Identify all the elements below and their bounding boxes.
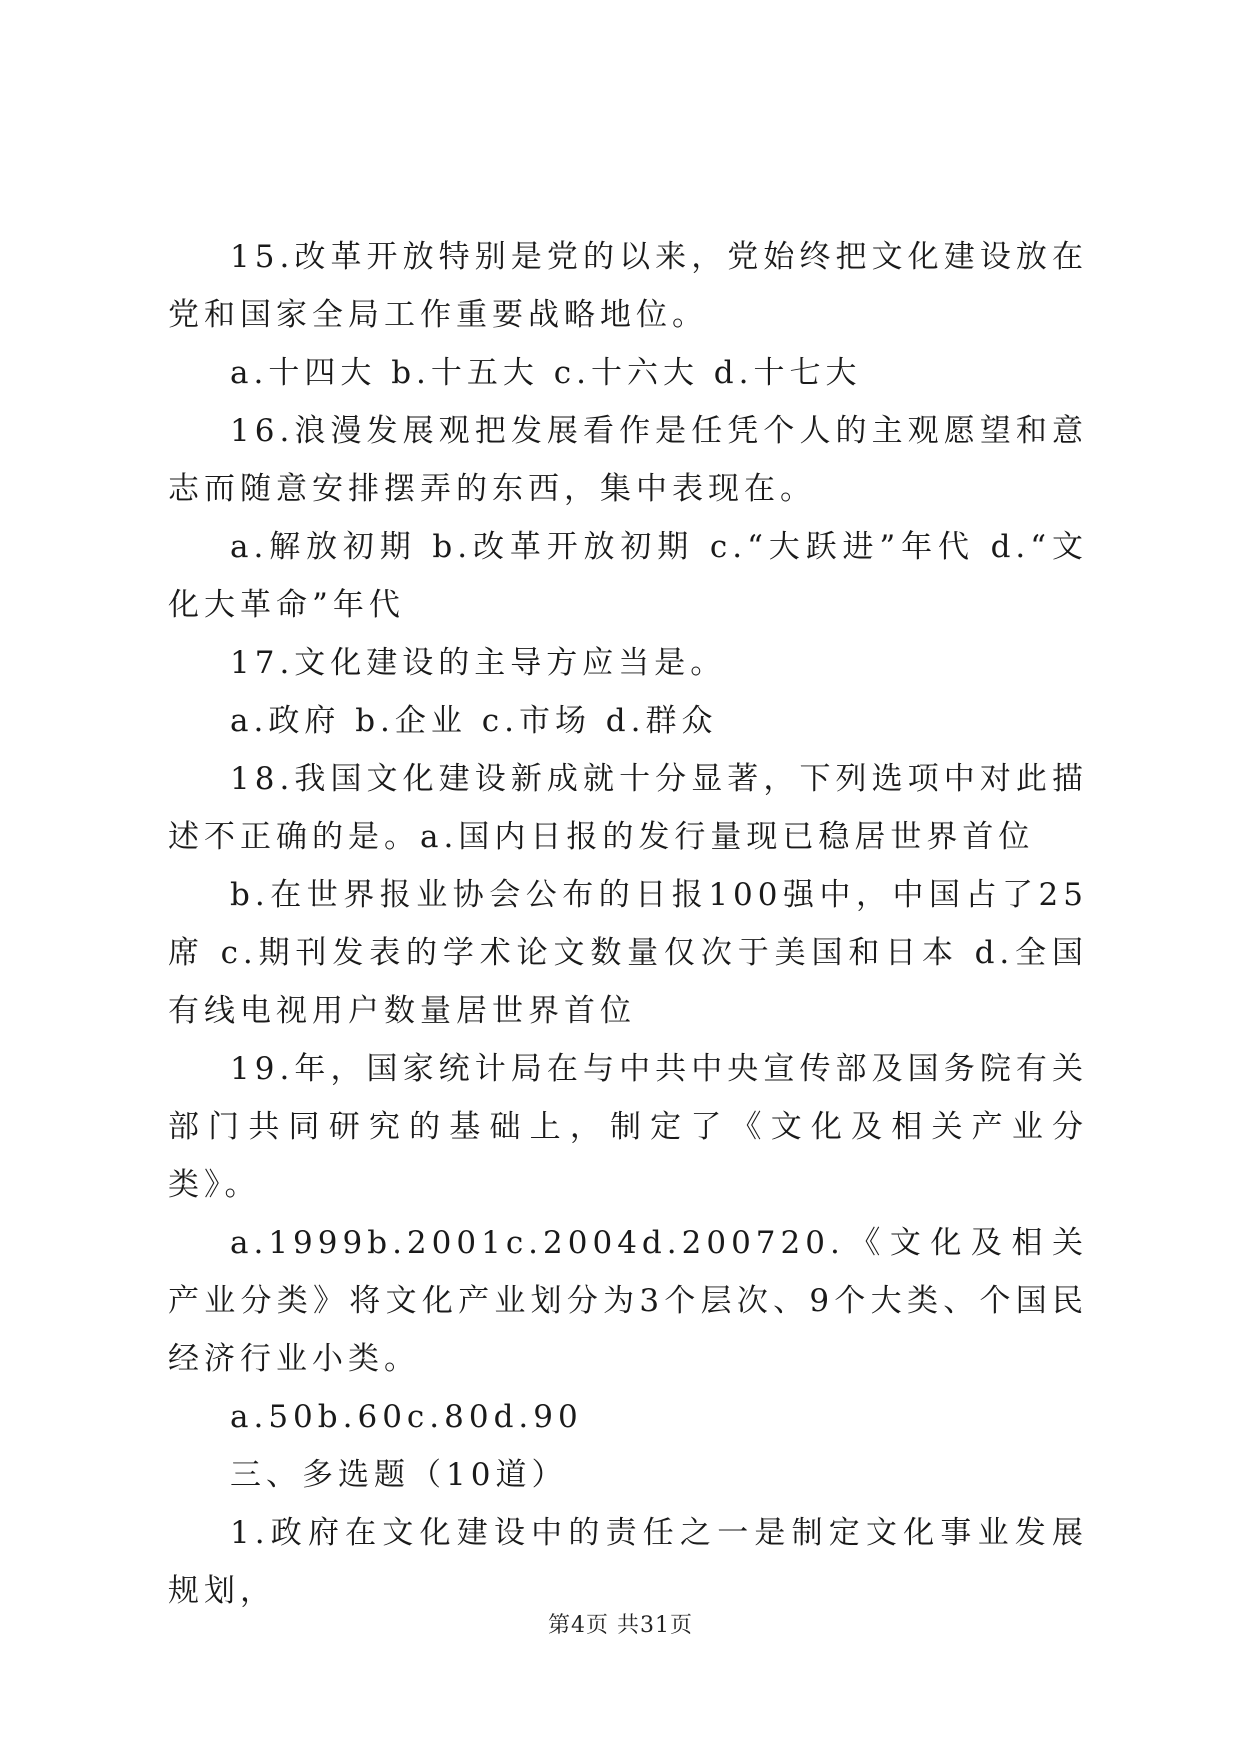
question-19-20-options: a.1999b.2001c.2004d.200720.《文化及相关产业分类》将文化产业划分为3个层次、9个大类、个国民经济行业小类。	[168, 1225, 1088, 1377]
question-17-options: a.政府 b.企业 c.市场 d.群众	[230, 703, 718, 739]
document-body	[168, 228, 1088, 1620]
question-15-options: a.十四大 b.十五大 c.十六大 d.十七大	[230, 355, 862, 391]
multi-question-1: 1.政府在文化建设中的责任之一是制定文化事业发展规划，	[168, 1515, 1088, 1609]
question-15: 15.改革开放特别是党的以来，党始终把文化建设放在党和国家全局工作重要战略地位。	[168, 239, 1088, 333]
question-18-options: b.在世界报业协会公布的日报100强中，中国占了25席 c.期刊发表的学术论文数量仅次于美国和日本 d.全国有线电视用户数量居世界首位	[168, 877, 1088, 1029]
question-19: 19.年，国家统计局在与中共中央宣传部及国务院有关部门共同研究的基础上，制定了《文化及相关产业分类》。	[168, 1051, 1088, 1203]
question-16: 16.浪漫发展观把发展看作是任凭个人的主观愿望和意志而随意安排摆弄的东西，集中表现在。	[168, 413, 1088, 507]
question-20-options: a.50b.60c.80d.90	[230, 1399, 583, 1435]
question-17: 17.文化建设的主导方应当是。	[230, 645, 727, 681]
question-16-options: a.解放初期 b.改革开放初期 c.“大跃进”年代 d.“文化大革命”年代	[168, 529, 1088, 623]
question-18: 18.我国文化建设新成就十分显著，下列选项中对此描述不正确的是。a.国内日报的发行量现已稳居世界首位	[168, 761, 1088, 855]
page-number-footer: 第4页 共31页	[548, 1613, 693, 1638]
section-heading-multiple-choice: 三、多选题（10道）	[230, 1457, 568, 1493]
